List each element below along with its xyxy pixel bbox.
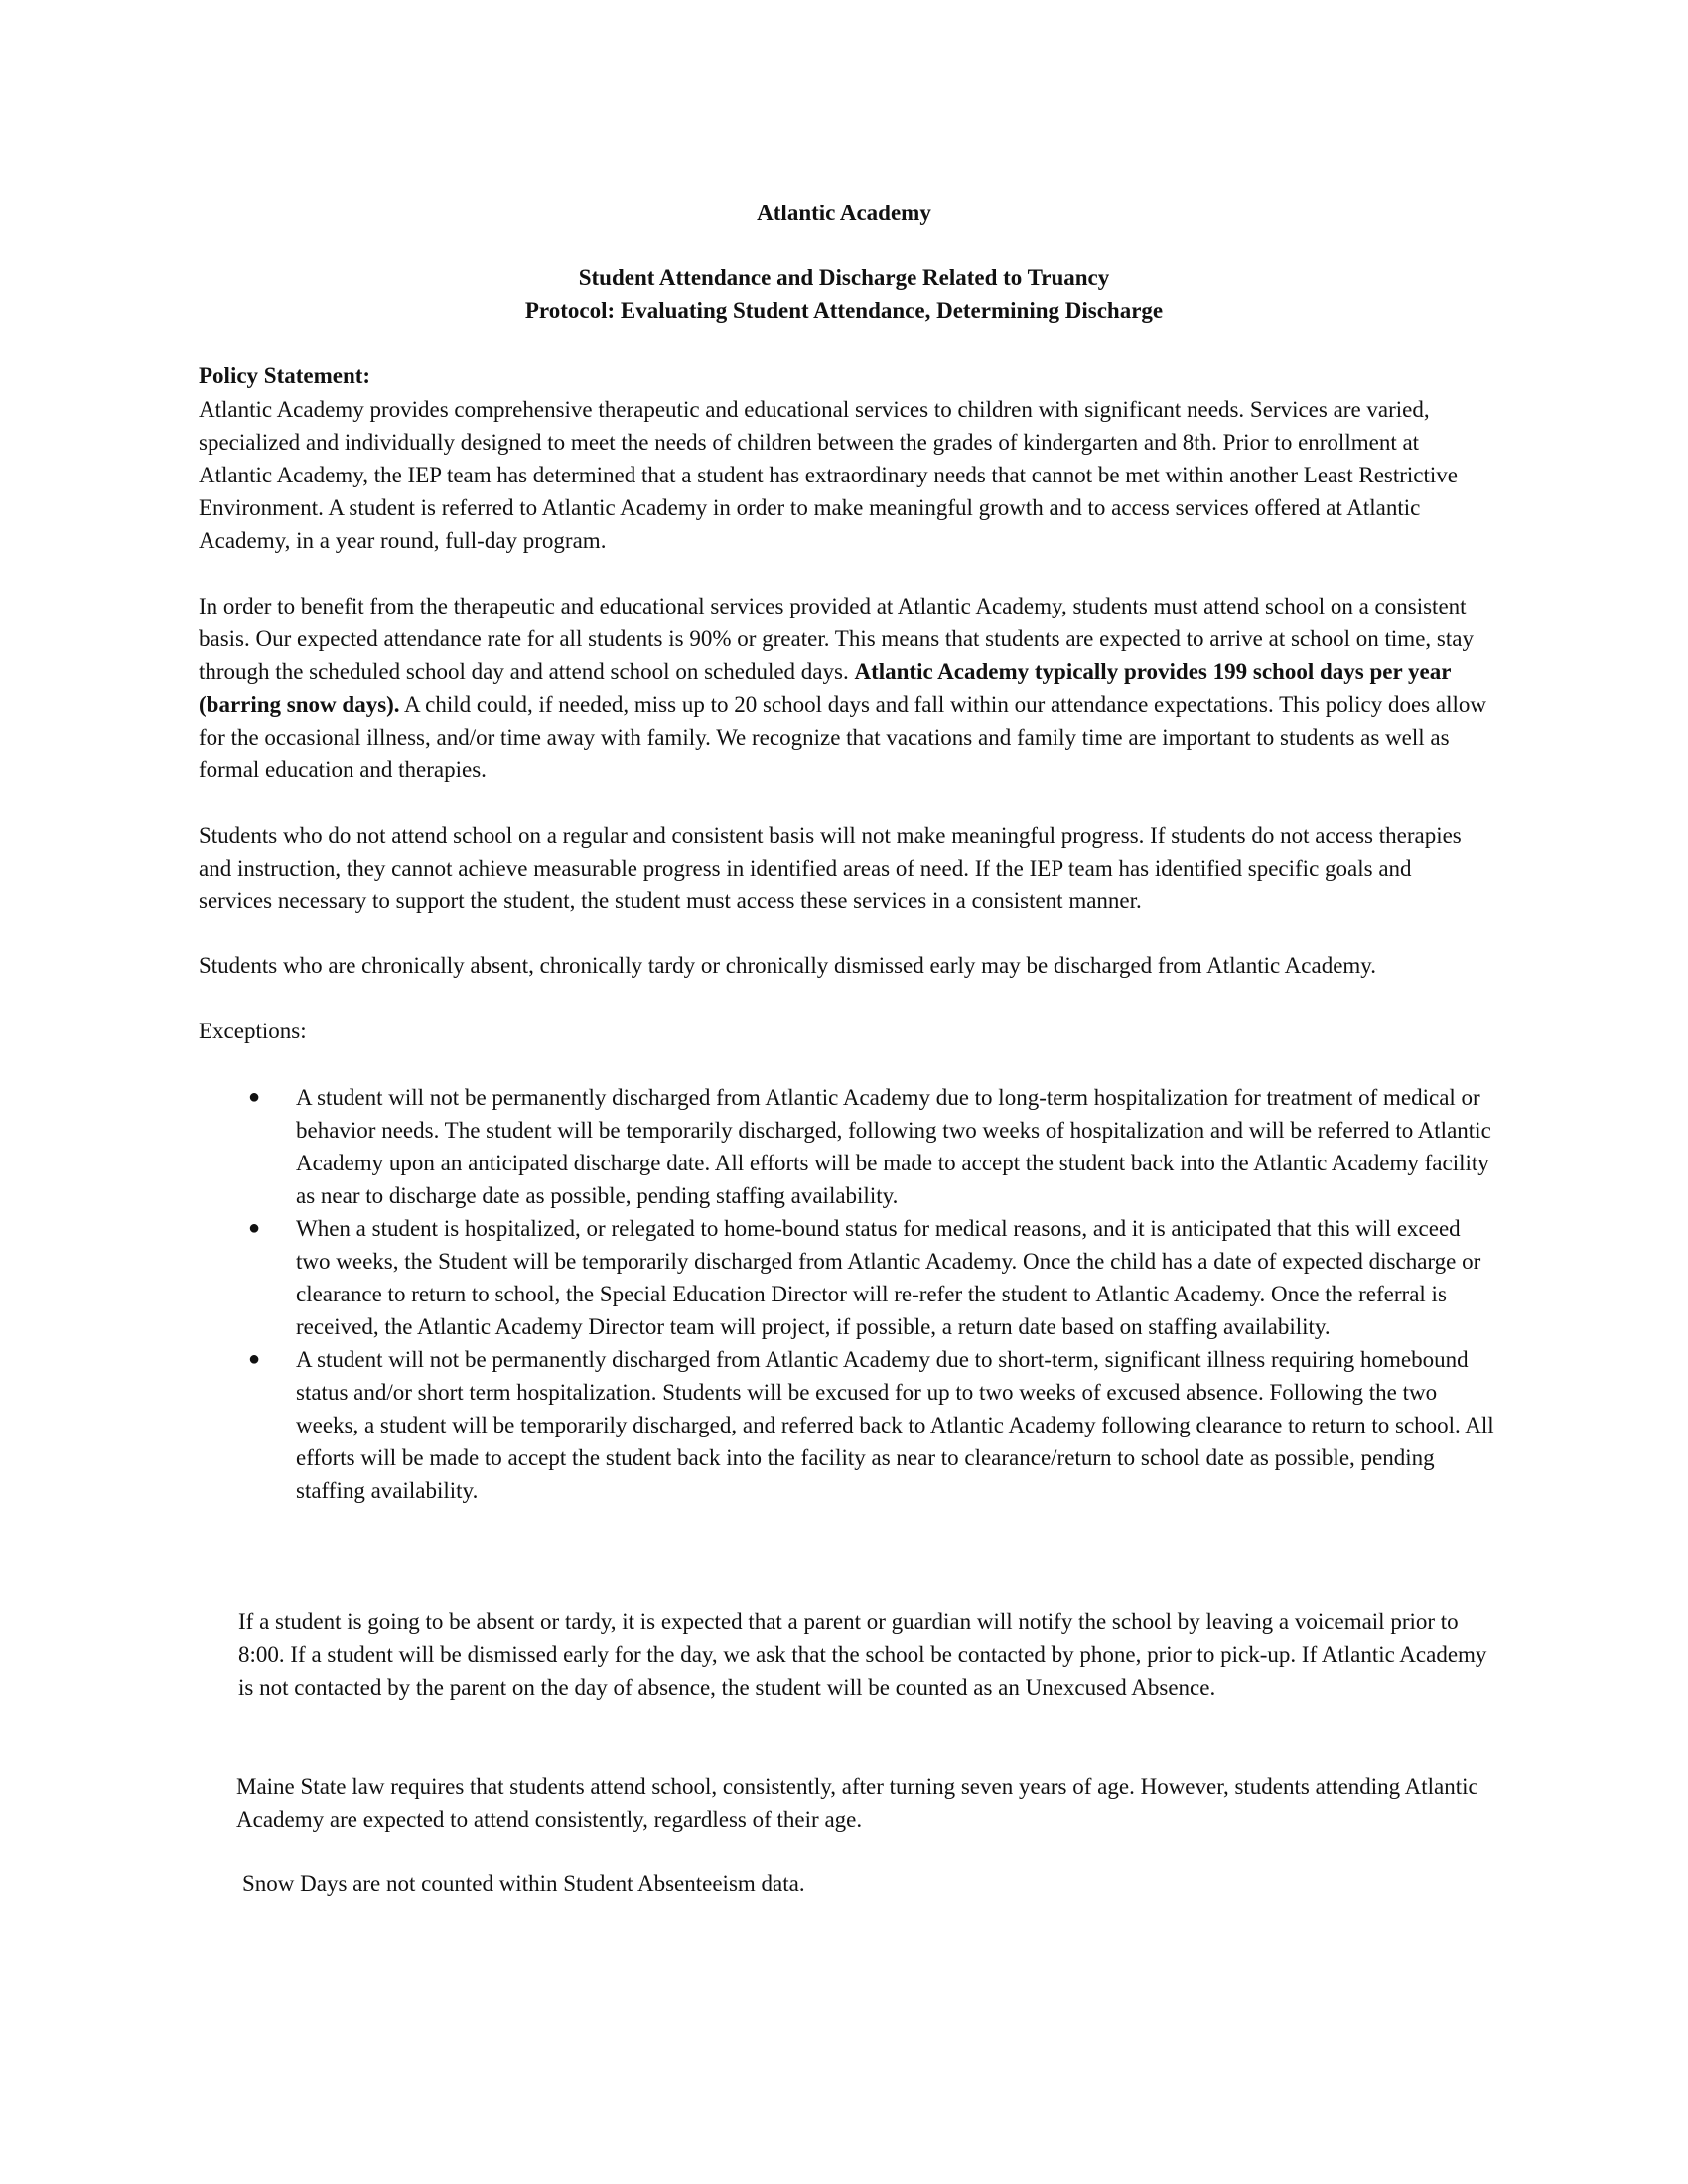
organization-title: Atlantic Academy	[757, 201, 931, 225]
attendance-text-start: In order to benefit from the therapeutic and educational services provided at Atlantic Academy, students must attend school on a consistent basis. Our expected attendance rate for all students is 90% or greater. This means that students are expected to arrive at school on time, stay through the scheduled school day and attend school on scheduled days.	[199, 594, 1474, 684]
snow-days-note: Snow Days are not counted within Student Absenteeism data.	[242, 1871, 805, 1896]
policy-paragraph-progress: Students who do not attend school on a regular and consistent basis will not make meaningful progress. If students do not access therapies and instruction, they cannot achieve measurable progress in identified areas of need. If the IEP team has identified specific goals and services necessary to support the student, the student must access these services in a consistent manner.	[199, 823, 1462, 913]
exception-item	[199, 1081, 1499, 1212]
policy-paragraph-services: Atlantic Academy provides comprehensive therapeutic and educational services to children with significant needs. Services are varied, specialized and individually designed to meet the needs of children between the grades of kindergarten and 8th. Prior to enrollment at Atlantic Academy, the IEP team has determined that a student has extraordinary needs that cannot be met within another Least Restrictive Environment. A student is referred to Atlantic Academy in order to make meaningful growth and to access services offered at Atlantic Academy, in a year round, full-day program.	[199, 397, 1458, 553]
exceptions-heading: Exceptions:	[199, 1019, 307, 1043]
policy-paragraph-attendance	[199, 590, 1489, 786]
exception-text: A student will not be permanently discharged from Atlantic Academy due to short-term, significant illness requiring homebound status and/or short term hospitalization. Students will be excused for up to two weeks of excused absence. Following the two weeks, a student will be temporarily discharged, and referred back to Atlantic Academy following clearance to return to school. All efforts will be made to accept the student back into the facility as near to clearance/return to school date as possible, pending staffing availability.	[296, 1347, 1494, 1503]
exception-item	[199, 1343, 1499, 1507]
exception-item	[199, 1212, 1499, 1343]
bullet-icon: ●	[248, 1348, 261, 1370]
exception-text: When a student is hospitalized, or relegated to home-bound status for medical reasons, and it is anticipated that this will exceed two weeks, the Student will be temporarily discharged from Atlantic Academy. Once the child has a date of expected discharge or clearance to return to school, the Special Education Director will re-refer the student to Atlantic Academy. Once the referral is received, the Atlantic Academy Director team will project, if possible, a return date based on staffing availability.	[296, 1216, 1481, 1339]
state-law-paragraph: Maine State law requires that students attend school, consistently, after turning seven years of age. However, students attending Atlantic Academy are expected to attend consistently, regardless of their age.	[236, 1774, 1478, 1832]
exception-text: A student will not be permanently discharged from Atlantic Academy due to long-term hospitalization for treatment of medical or behavior needs. The student will be temporarily discharged, following two weeks of hospitalization and will be referred to Atlantic Academy upon an anticipated discharge date. All efforts will be made to accept the student back into the Atlantic Academy facility as near to discharge date as possible, pending staffing availability.	[296, 1085, 1491, 1208]
exceptions-list	[199, 1081, 1499, 1507]
bullet-icon: ●	[248, 1217, 261, 1239]
bullet-icon: ●	[248, 1086, 261, 1108]
notification-paragraph: If a student is going to be absent or tardy, it is expected that a parent or guardian will notify the school by leaving a voicemail prior to 8:00. If a student will be dismissed early for the day, we ask that the school be contacted by phone, prior to pick-up. If Atlantic Academy is not contacted by the parent on the day of absence, the student will be counted as an Unexcused Absence.	[238, 1609, 1487, 1700]
policy-paragraph-discharge: Students who are chronically absent, chronically tardy or chronically dismissed early may be discharged from Atlantic Academy.	[199, 953, 1377, 978]
attendance-text-end: A child could, if needed, miss up to 20 school days and fall within our attendance expectations. This policy does allow for the occasional illness, and/or time away with family. We recognize that vacations and family time are important to students as well as formal education and therapies.	[199, 692, 1486, 782]
policy-statement-heading: Policy Statement:	[199, 363, 371, 388]
document-subtitle: Protocol: Evaluating Student Attendance, Determining Discharge	[524, 298, 1164, 323]
document-title: Student Attendance and Discharge Related to Truancy	[578, 265, 1110, 290]
school-days-emphasis: Atlantic Academy typically provides 199 school days per year (barring snow days).	[199, 659, 1452, 717]
